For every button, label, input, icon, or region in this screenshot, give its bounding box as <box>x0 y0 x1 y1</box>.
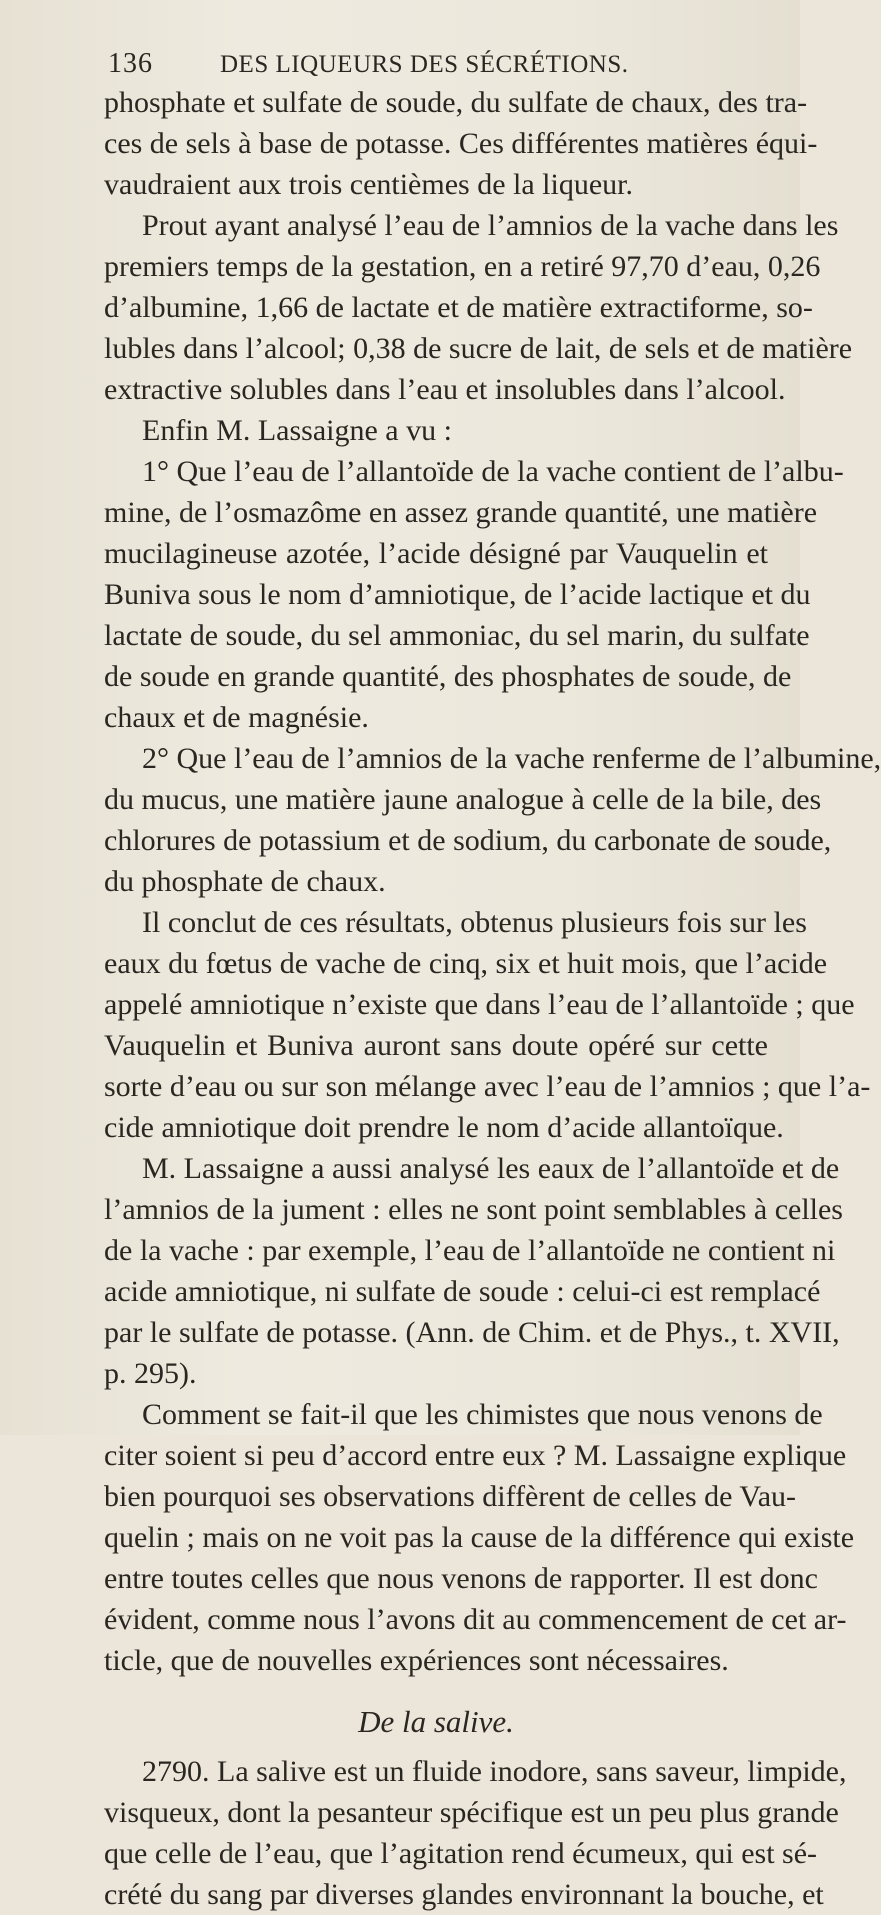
text-line: mucilagineuse azotée, l’acide désigné par Vauquelin et <box>104 537 768 570</box>
text-line: vaudraient aux trois centièmes de la liqueur. <box>104 168 633 201</box>
text-line: phosphate et sulfate de soude, du sulfate de chaux, des tra- <box>104 86 808 119</box>
text-line: bien pourquoi ses observations diffèrent de celles de Vau- <box>104 1480 797 1513</box>
text-line: acide amniotique, ni sulfate de soude : celui-ci est remplacé <box>104 1275 821 1308</box>
text-line: p. 295). <box>104 1357 197 1390</box>
text-line: Enfin M. Lassaigne a vu : <box>142 414 452 447</box>
text-line: quelin ; mais on ne voit pas la cause de la différence qui existe <box>104 1521 855 1554</box>
text-line: ticle, que de nouvelles expériences sont nécessaires. <box>104 1644 729 1677</box>
text-line: appelé amniotique n’existe que dans l’eau de l’allantoïde ; que <box>104 988 855 1021</box>
section-title: De la salive. <box>358 1704 514 1739</box>
text-line: premiers temps de la gestation, en a retiré 97,70 d’eau, 0,26 <box>104 250 821 283</box>
text-line: lactate de soude, du sel ammoniac, du sel marin, du sulfate <box>104 619 810 652</box>
text-line: l’amnios de la jument : elles ne sont point semblables à celles <box>104 1193 843 1226</box>
text-line: du mucus, une matière jaune analogue à celle de la bile, des <box>104 783 822 816</box>
text-line: sorte d’eau ou sur son mélange avec l’eau de l’amnios ; que l’a- <box>104 1070 871 1103</box>
text-line: ces de sels à base de potasse. Ces différentes matières équi- <box>104 127 818 160</box>
text-line: mine, de l’osmazôme en assez grande quantité, une matière <box>104 496 818 529</box>
text-line: Il conclut de ces résultats, obtenus plusieurs fois sur les <box>142 906 807 939</box>
running-head: DES LIQUEURS DES SÉCRÉTIONS. <box>220 51 629 78</box>
text-line: évident, comme nous l’avons dit au commencement de cet ar- <box>104 1603 847 1636</box>
text-line: que celle de l’eau, que l’agitation rend écumeux, qui est sé- <box>104 1837 818 1870</box>
text-line: lubles dans l’alcool; 0,38 de sucre de lait, de sels et de matière <box>104 332 853 365</box>
text-line: citer soient si peu d’accord entre eux ? M. Lassaigne explique <box>104 1439 847 1472</box>
text-line: par le sulfate de potasse. (Ann. de Chim. et de Phys., t. XVII, <box>104 1316 840 1349</box>
text-line: Vauquelin et Buniva auront sans doute opéré sur cette <box>104 1029 768 1062</box>
body-text <box>104 82 881 1915</box>
text-line: 2790. La salive est un fluide inodore, sans saveur, limpide, <box>142 1755 847 1788</box>
text-line: Prout ayant analysé l’eau de l’amnios de la vache dans les <box>142 209 839 242</box>
text-line: cide amniotique doit prendre le nom d’acide allantoïque. <box>104 1111 784 1144</box>
text-line: crété du sang par diverses glandes environnant la bouche, et <box>104 1878 824 1911</box>
text-line: 2° Que l’eau de l’amnios de la vache renferme de l’albumine, <box>142 742 881 775</box>
text-line: d’albumine, 1,66 de lactate et de matière extractiforme, so- <box>104 291 813 324</box>
text-line: visqueux, dont la pesanteur spécifique est un peu plus grande <box>104 1796 839 1829</box>
text-line: entre toutes celles que nous venons de rapporter. Il est donc <box>104 1562 818 1595</box>
text-line: de soude en grande quantité, des phosphates de soude, de <box>104 660 792 693</box>
text-line: Buniva sous le nom d’amniotique, de l’acide lactique et du <box>104 578 811 611</box>
page-number: 136 <box>108 48 153 79</box>
text-line: chaux et de magnésie. <box>104 701 369 734</box>
text-line: chlorures de potassium et de sodium, du carbonate de soude, <box>104 824 832 857</box>
text-line: 1° Que l’eau de l’allantoïde de la vache contient de l’albu- <box>142 455 844 488</box>
text-line: M. Lassaigne a aussi analysé les eaux de l’allantoïde et de <box>142 1152 840 1185</box>
text-line: de la vache : par exemple, l’eau de l’allantoïde ne contient ni <box>104 1234 836 1267</box>
text-line: Comment se fait-il que les chimistes que nous venons de <box>142 1398 823 1431</box>
text-line: extractive solubles dans l’eau et insolubles dans l’alcool. <box>104 373 786 406</box>
text-line: eaux du fœtus de vache de cinq, six et huit mois, que l’acide <box>104 947 828 980</box>
text-line: du phosphate de chaux. <box>104 865 386 898</box>
